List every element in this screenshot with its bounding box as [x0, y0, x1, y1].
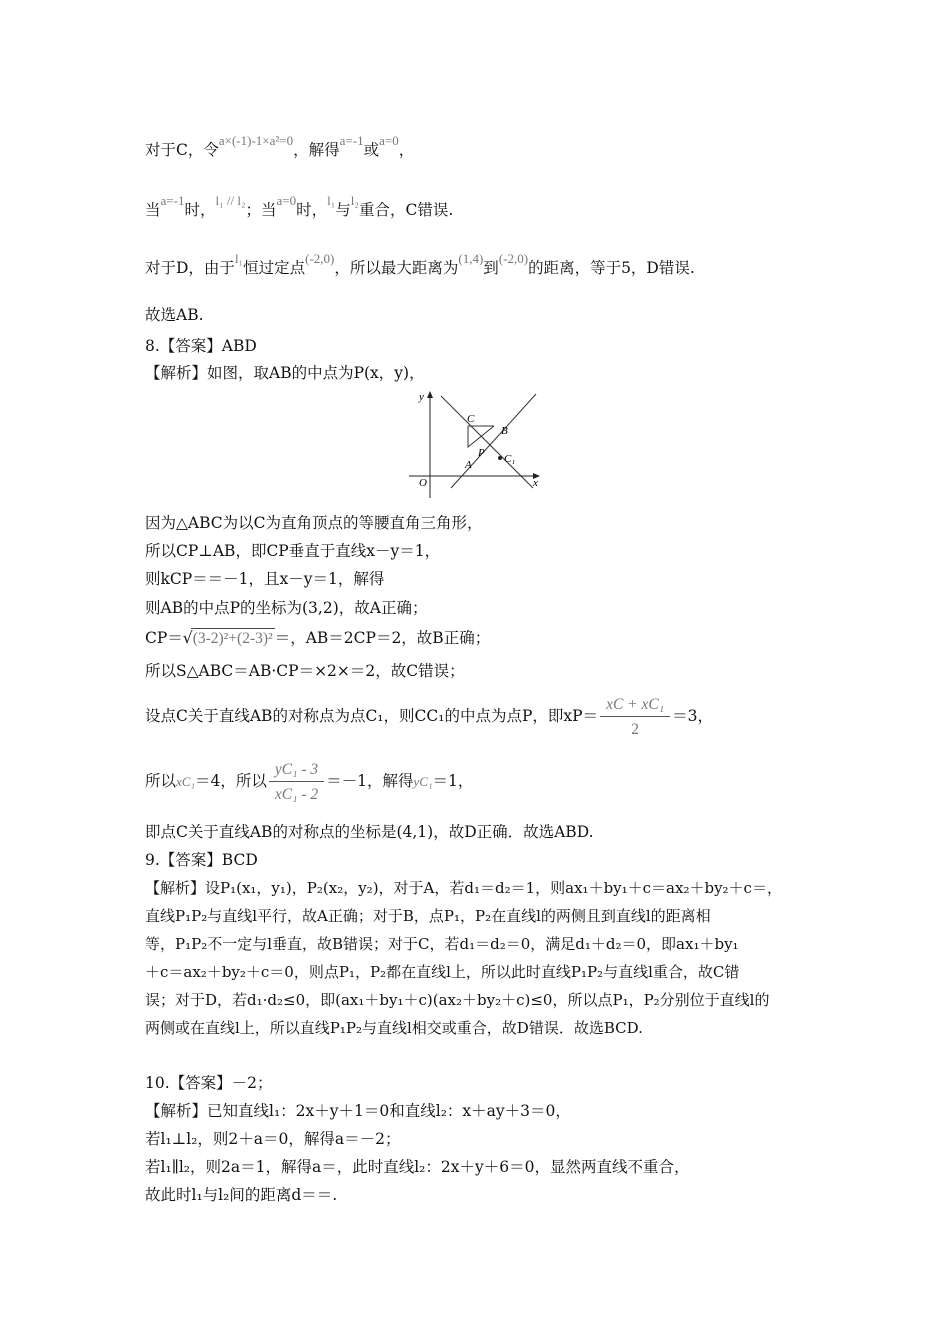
fraction-slope — [269, 761, 324, 804]
paragraph-case-c-1 — [145, 133, 415, 161]
q8-line-6: 所以S△ABC＝AB·CP＝×2×＝2，故C错误； — [145, 662, 465, 680]
text: ，解得 — [293, 141, 340, 159]
formula-point-2: (1,4) — [458, 251, 484, 266]
label-x: x — [533, 477, 538, 489]
q9-answer: 9.【答案】BCD — [145, 851, 258, 869]
formula-parallel: l₁ // l₂ — [215, 193, 246, 208]
text: 对于C，令 — [145, 141, 219, 159]
paragraph-choose-ab: 故选AB. — [145, 306, 204, 324]
q8-answer: 8.【答案】ABD — [145, 337, 257, 355]
text: 设点C关于直线AB的对称点为点C₁，则CC₁的中点为点P，即xP＝ — [145, 707, 599, 725]
formula-l1: l₁ — [234, 251, 244, 266]
text: CP＝ — [145, 629, 183, 647]
coordinate-figure — [405, 388, 545, 500]
text: ＝－1，解得 — [326, 772, 414, 790]
q10-line-1: 【解析】已知直线l₁：2x＋y＋1＝0和直线l₂：x＋ay＋3＝0， — [145, 1102, 571, 1120]
q9-line-2: 直线P₁P₂与直线l平行，故A正确；对于B，点P₁，P₂在直线l的两侧且到直线l的距离相 — [145, 907, 711, 925]
point-c1 — [498, 456, 502, 460]
text: 与 — [335, 201, 351, 219]
text: 或 — [363, 141, 380, 159]
fraction-denominator: 2 — [631, 720, 639, 738]
paragraph-case-c-2 — [145, 193, 454, 221]
text: ＝，AB＝2CP＝2，故B正确； — [274, 629, 491, 647]
q10-line-3: 若l₁∥l₂，则2a＝1，解得a＝，此时直线l₂：2x＋y＋6＝0，显然两直线不重合， — [145, 1158, 690, 1176]
text: 当 — [145, 201, 161, 219]
q8-line-8 — [145, 756, 473, 807]
text: ＝3， — [672, 707, 713, 725]
text: ；当 — [245, 201, 277, 219]
formula-l1: l₁ — [327, 193, 336, 208]
label-y: y — [419, 391, 424, 403]
text: ＝1， — [432, 772, 474, 790]
triangle-sides — [468, 426, 494, 447]
fraction-xp — [600, 696, 670, 739]
fraction-numerator: yC₁ - 3 — [269, 761, 324, 782]
line-ab — [451, 394, 536, 488]
q8-line-2: 所以CP⊥AB，即CP垂直于直线x－y＝1， — [145, 542, 441, 560]
text: ， — [398, 141, 415, 159]
text: 时， — [184, 201, 216, 219]
label-o: O — [419, 477, 427, 489]
fraction-denominator: xC₁ - 2 — [274, 785, 319, 803]
y-axis-arrow-icon — [427, 391, 433, 398]
q9-line-6: 两侧或在直线l上，所以直线P₁P₂与直线l相交或重合，故D错误．故选BCD. — [145, 1019, 643, 1037]
text: 到 — [483, 259, 499, 277]
label-b: B — [501, 425, 508, 437]
text: 所以 — [145, 772, 177, 790]
text: 的距离，等于5，D错误. — [528, 259, 695, 277]
formula-point-3: (-2,0) — [498, 251, 529, 266]
formula-radicand: (3-2)²+(2-3)² — [192, 630, 273, 647]
label-p: P — [478, 447, 485, 459]
q9-line-4: ＋c＝ax₂＋by₂＋c＝0，则点P₁，P₂都在直线l上，所以此时直线P₁P₂与直线l重合，故C错 — [145, 963, 740, 981]
label-c: C — [467, 413, 475, 425]
q10-answer: 10.【答案】－2； — [145, 1074, 273, 1092]
formula-l2: l₂ — [350, 193, 359, 208]
text: 重合，C错误. — [358, 201, 454, 219]
line-perpendicular — [441, 396, 533, 488]
q8-line-3: 则kCP＝＝－1，且x－y＝1，解得 — [145, 570, 385, 588]
label-c1: C₁ — [504, 453, 516, 465]
formula-a-zero: a=0 — [276, 193, 297, 208]
q8-line-1: 因为△ABC为以C为直角顶点的等腰直角三角形， — [145, 514, 483, 532]
q9-line-3: 等，P₁P₂不一定与l垂直，故B错误；对于C，若d₁＝d₂＝0，满足d₁＋d₂＝0，即ax₁＋by₁ — [145, 935, 739, 953]
formula-y-c1: yC₁ — [413, 774, 433, 789]
text: ，所以最大距离为 — [334, 259, 459, 277]
q8-line-9: 即点C关于直线AB的对称点的坐标是(4,1)，故D正确．故选ABD. — [145, 823, 594, 841]
q10-line-4: 故此时l₁与l₂间的距离d＝＝. — [145, 1186, 338, 1204]
q8-line-5: CP＝√(3-2)²+(2-3)² ＝，AB＝2CP＝2，故B正确； — [145, 629, 491, 647]
formula-point-1: (-2,0) — [305, 251, 335, 266]
formula-a-minus-1: a=-1 — [160, 193, 185, 208]
text: ＝4，所以 — [194, 772, 267, 790]
q10-line-2: 若l₁⊥l₂，则2＋a＝0，解得a＝－2； — [145, 1130, 401, 1148]
formula-equation: a×(-1)-1×a²=0 — [218, 133, 294, 148]
label-a: A — [465, 459, 472, 471]
q8-line-7 — [145, 692, 713, 740]
text: 恒过定点 — [243, 259, 306, 277]
text: 对于D，由于 — [145, 259, 235, 277]
formula-solution-1: a=-1 — [339, 133, 364, 148]
text: 时， — [296, 201, 328, 219]
q9-line-5: 误；对于D，若d₁·d₂≤0，即(ax₁＋by₁＋c)(ax₂＋by₂＋c)≤0，所以点P₁，P₂分别位于直线l的 — [145, 991, 770, 1009]
q9-line-1: 【解析】设P₁(x₁，y₁)，P₂(x₂，y₂)，对于A，若d₁＝d₂＝1，则ax₁＋by₁＋c＝ax₂＋by₂＋c＝， — [145, 879, 782, 897]
paragraph-case-d — [145, 251, 695, 279]
fraction-numerator: xC + xC₁ — [600, 696, 670, 717]
q8-line-4: 则AB的中点P的坐标为(3,2)，故A正确； — [145, 599, 428, 617]
formula-solution-2: a=0 — [379, 133, 399, 148]
q8-analysis: 【解析】如图，取AB的中点为P(x，y)， — [145, 364, 425, 382]
formula-x-c1: xC₁ — [176, 774, 195, 789]
